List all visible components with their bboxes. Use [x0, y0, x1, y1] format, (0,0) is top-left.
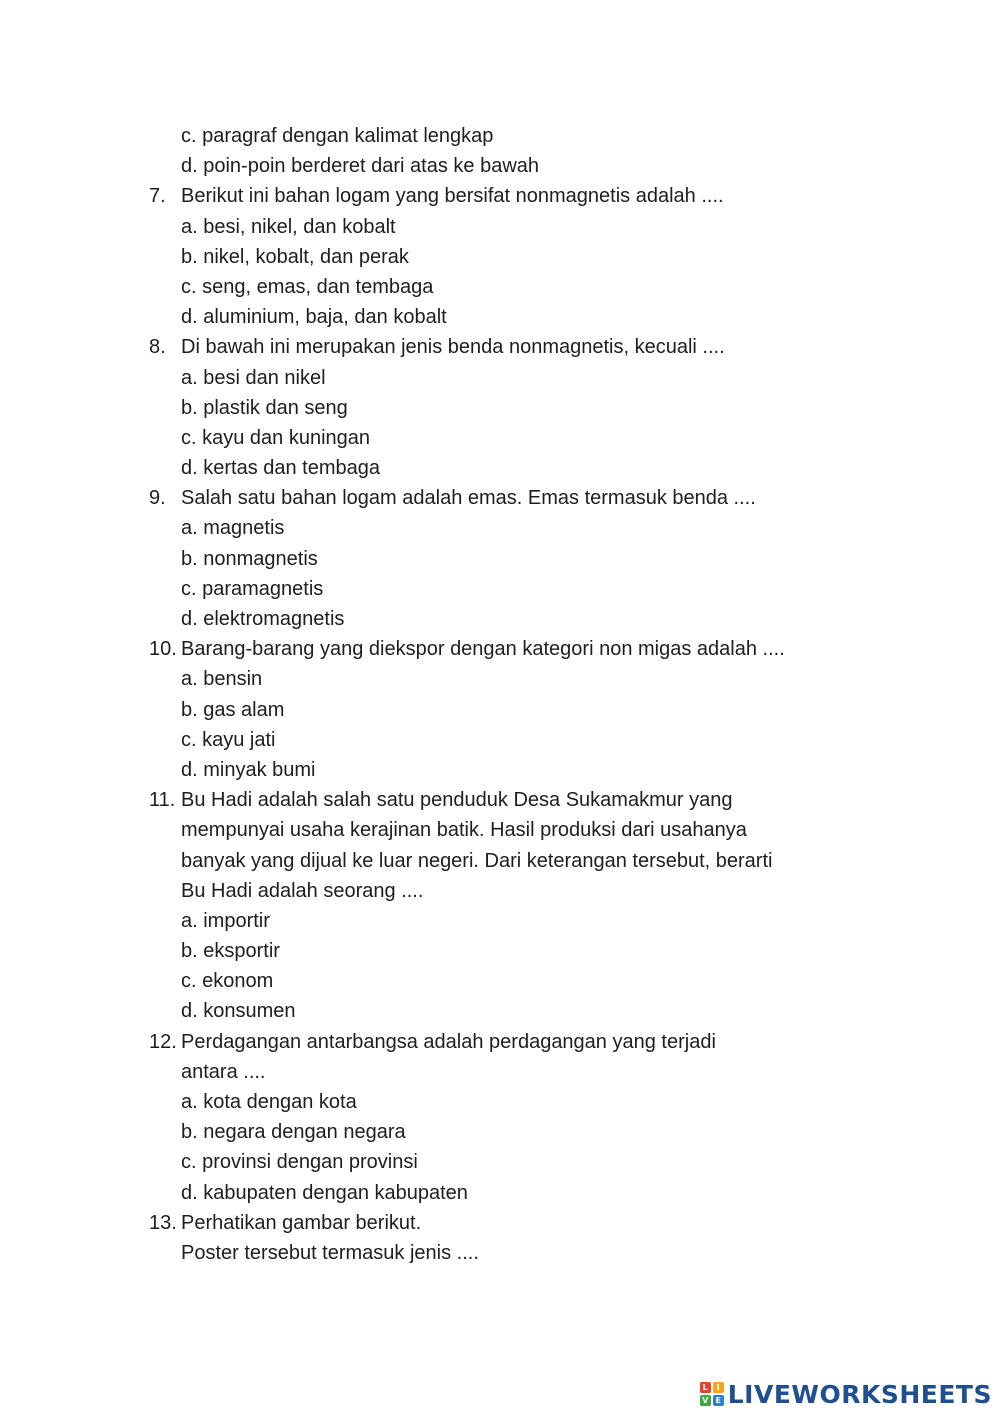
question-text: Di bawah ini merupakan jenis benda nonmagnetis, kecuali .... — [181, 336, 725, 359]
text-line — [0, 272, 1000, 302]
option-text: a. besi, nikel, dan kobalt — [181, 215, 396, 238]
option-text: a. bensin — [181, 668, 263, 691]
text-line — [0, 664, 1000, 694]
option-text: b. plastik dan seng — [181, 396, 348, 419]
question-number: 7. — [149, 185, 166, 208]
question-text: Perhatikan gambar berikut. — [181, 1211, 422, 1234]
text-line — [0, 725, 1000, 755]
option-text: c. kayu dan kuningan — [181, 426, 371, 449]
text-line — [0, 996, 1000, 1026]
text-line — [0, 1238, 1000, 1268]
text-line — [0, 363, 1000, 393]
option-text: c. ekonom — [181, 970, 274, 993]
option-text: d. kabupaten dengan kabupaten — [181, 1181, 468, 1204]
liveworksheets-logo[interactable] — [700, 1381, 992, 1407]
question-line — [0, 332, 1000, 362]
question-text: Barang-barang yang diekspor dengan kategori non migas adalah .... — [181, 638, 785, 661]
liveworksheets-logo-text: LIVEWORKSHEETS — [727, 1379, 992, 1409]
text-line — [0, 906, 1000, 936]
question-number: 10. — [149, 638, 177, 661]
text-line — [0, 212, 1000, 242]
text-line — [0, 966, 1000, 996]
option-text: b. nikel, kobalt, dan perak — [181, 245, 409, 268]
question-text: Perdagangan antarbangsa adalah perdagangan yang terjadi — [181, 1030, 716, 1053]
option-text: d. aluminium, baja, dan kobalt — [181, 306, 447, 329]
option-text: d. poin-poin berderet dari atas ke bawah — [181, 155, 540, 178]
text-line — [0, 936, 1000, 966]
option-text: a. kota dengan kota — [181, 1091, 357, 1113]
question-text: Bu Hadi adalah salah satu penduduk Desa Sukamakmur yang — [181, 789, 733, 812]
question-line — [0, 785, 1000, 815]
text-line — [0, 393, 1000, 423]
option-text: b. negara dengan negara — [181, 1121, 406, 1144]
text-line — [0, 1147, 1000, 1177]
option-text: antara .... — [181, 1060, 266, 1083]
text-line — [0, 695, 1000, 725]
text-line — [0, 302, 1000, 332]
text-line — [0, 423, 1000, 453]
text-line — [0, 604, 1000, 634]
question-line — [0, 181, 1000, 211]
option-text: d. minyak bumi — [181, 758, 316, 781]
option-text: Bu Hadi adalah seorang .... — [181, 879, 424, 902]
option-text: banyak yang dijual ke luar negeri. Dari keterangan tersebut, berarti — [181, 849, 773, 872]
logo-tile-l: L — [700, 1382, 711, 1393]
worksheet-page — [0, 121, 1000, 1268]
text-line — [0, 846, 1000, 876]
text-line — [0, 151, 1000, 181]
option-text: a. magnetis — [181, 517, 285, 540]
option-text: mempunyai usaha kerajinan batik. Hasil produksi dari usahanya — [181, 819, 747, 842]
text-line — [0, 1117, 1000, 1147]
text-line — [0, 1178, 1000, 1208]
question-number: 12. — [149, 1030, 177, 1053]
logo-tile-v: V — [700, 1395, 711, 1406]
option-text: c. kayu jati — [181, 728, 276, 751]
liveworksheets-logo-icon — [700, 1382, 724, 1406]
question-number: 9. — [149, 487, 166, 510]
question-text: Berikut ini bahan logam yang bersifat nonmagnetis adalah .... — [181, 185, 724, 208]
option-text: c. seng, emas, dan tembaga — [181, 275, 434, 298]
text-line — [0, 1057, 1000, 1087]
option-text: d. konsumen — [181, 1000, 296, 1023]
question-number: 13. — [149, 1211, 177, 1234]
question-number: 8. — [149, 336, 166, 359]
option-text: a. importir — [181, 909, 270, 932]
text-line — [0, 815, 1000, 845]
question-number: 11. — [149, 789, 176, 812]
logo-tile-i: I — [713, 1382, 724, 1393]
option-text: d. elektromagnetis — [181, 608, 345, 630]
text-line — [0, 876, 1000, 906]
text-line — [0, 1087, 1000, 1117]
question-line — [0, 634, 1000, 664]
option-text: b. nonmagnetis — [181, 547, 318, 570]
question-line — [0, 1208, 1000, 1238]
option-text: d. kertas dan tembaga — [181, 457, 381, 480]
option-text: a. besi dan nikel — [181, 366, 326, 389]
option-text: c. paramagnetis — [181, 577, 324, 600]
option-text: Poster tersebut termasuk jenis .... — [181, 1241, 479, 1264]
text-line — [0, 574, 1000, 604]
option-text: c. paragraf dengan kalimat lengkap — [181, 125, 494, 147]
question-text: Salah satu bahan logam adalah emas. Emas termasuk benda .... — [181, 487, 756, 510]
text-line — [0, 755, 1000, 785]
text-line — [0, 242, 1000, 272]
option-text: b. eksportir — [181, 940, 280, 963]
text-line — [0, 544, 1000, 574]
logo-tile-e: E — [713, 1395, 724, 1406]
question-line — [0, 1027, 1000, 1057]
option-text: b. gas alam — [181, 698, 285, 721]
text-line — [0, 513, 1000, 543]
question-line — [0, 483, 1000, 513]
option-text: c. provinsi dengan provinsi — [181, 1151, 418, 1174]
text-line — [0, 121, 1000, 151]
text-line — [0, 453, 1000, 483]
